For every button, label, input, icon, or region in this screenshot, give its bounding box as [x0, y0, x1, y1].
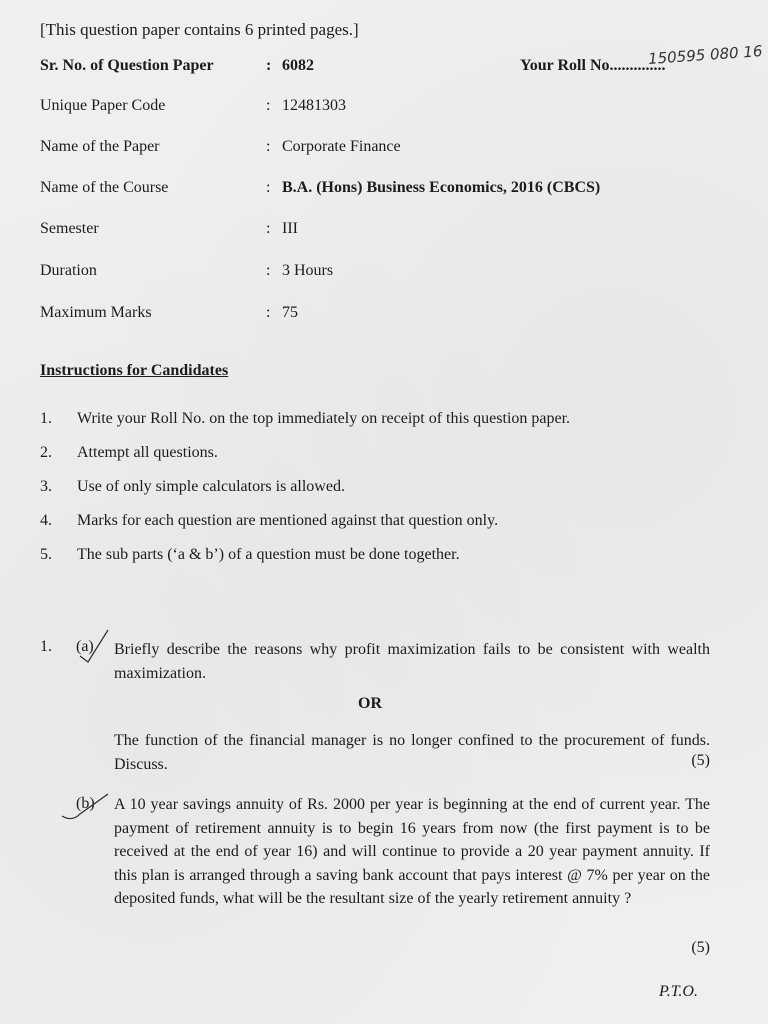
- info-colon: :: [266, 304, 271, 321]
- instruction-text: Write your Roll No. on the top immediately on receipt of this question paper.: [77, 410, 571, 427]
- part-b-label: (b): [76, 795, 95, 812]
- info-colon: :: [266, 97, 271, 114]
- info-label: Name of the Paper: [40, 138, 160, 155]
- pen-tick-mark-icon: [74, 626, 114, 664]
- instruction-text: The sub parts (‘a & b’) of a question must be done together.: [77, 546, 460, 563]
- info-colon: :: [266, 138, 271, 155]
- info-value: Corporate Finance: [282, 138, 401, 155]
- info-value: 75: [282, 304, 298, 321]
- info-value: III: [282, 220, 298, 237]
- info-value: B.A. (Hons) Business Economics, 2016 (CBCS): [282, 179, 601, 196]
- info-colon: :: [266, 57, 272, 74]
- printed-pages-note: [This question paper contains 6 printed pages.]: [40, 20, 359, 39]
- info-colon: :: [266, 262, 271, 279]
- part-a-label: (a): [76, 638, 94, 655]
- info-label: Semester: [40, 220, 99, 237]
- instruction-text: Marks for each question are mentioned against that question only.: [77, 512, 499, 529]
- pen-tick-mark-icon: [58, 790, 114, 824]
- info-colon: :: [266, 220, 271, 237]
- info-value: 12481303: [282, 97, 346, 114]
- instruction-text: Use of only simple calculators is allowed.: [77, 478, 345, 495]
- instruction-number: 5.: [40, 546, 52, 563]
- question-number: 1.: [40, 638, 52, 655]
- info-label: Maximum Marks: [40, 304, 152, 321]
- info-label: Sr. No. of Question Paper: [40, 57, 214, 74]
- info-label: Unique Paper Code: [40, 97, 166, 114]
- instruction-number: 3.: [40, 478, 52, 495]
- instruction-text: Attempt all questions.: [77, 444, 218, 461]
- info-label: Duration: [40, 262, 97, 279]
- marks-1b: (5): [691, 939, 710, 956]
- roll-number-label: Your Roll No..............: [520, 57, 666, 74]
- question-1a-text: Briefly describe the reasons why profit maximization fails to be consistent with wealth maximization.: [114, 641, 710, 682]
- please-turn-over: P.T.O.: [659, 983, 698, 1000]
- marks-1a: (5): [691, 752, 710, 769]
- question-1b-text: A 10 year savings annuity of Rs. 2000 per year is beginning at the end of current year. The payment of retirement annuity is to begin 16 years from now (the first payment is to be received at the end of year 16) and will continue to provide a 20 year payment annuity. If this plan is arranged through a saving bank account that pays interest @ 7% per year on the deposited funds, what will be the resultant size of the yearly retirement annuity ?: [114, 796, 710, 907]
- instruction-number: 4.: [40, 512, 52, 529]
- info-value: 6082: [282, 57, 314, 74]
- or-separator: OR: [358, 695, 382, 712]
- info-value: 3 Hours: [282, 262, 334, 279]
- info-colon: :: [266, 179, 271, 196]
- handwritten-roll-number: 150595 080 16: [647, 42, 764, 68]
- instructions-heading: Instructions for Candidates: [40, 362, 229, 379]
- instruction-number: 1.: [40, 410, 52, 427]
- info-label: Name of the Course: [40, 179, 169, 196]
- instruction-number: 2.: [40, 444, 52, 461]
- question-1a-alternative-text: The function of the financial manager is no longer confined to the procurement of funds. Discuss.: [114, 732, 710, 773]
